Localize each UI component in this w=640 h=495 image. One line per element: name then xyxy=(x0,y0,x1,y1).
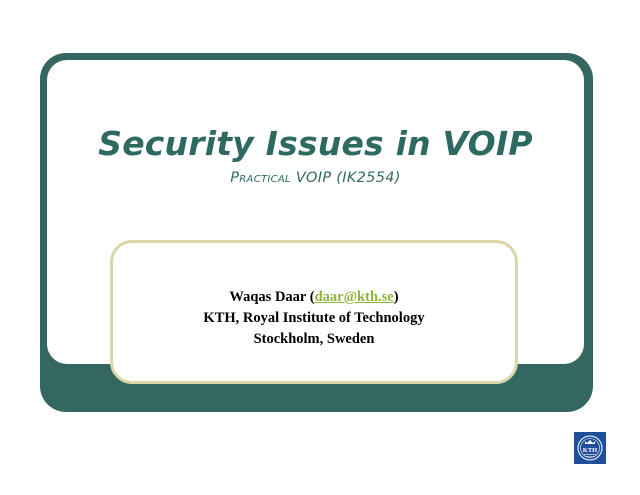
author-line xyxy=(113,287,515,308)
author-name-suffix: ) xyxy=(393,289,399,305)
author-name: Waqas Daar ( xyxy=(229,289,315,305)
slide-subtitle: Practical VOIP (IK2554) xyxy=(230,170,401,186)
slide-title: Security Issues in VOIP xyxy=(98,124,533,163)
author-location: Stockholm, Sweden xyxy=(253,331,375,347)
author-email-link[interactable]: daar@kth.se xyxy=(314,289,394,305)
logo-text: KTH xyxy=(582,447,598,454)
author-info xyxy=(113,287,515,350)
author-affiliation: KTH, Royal Institute of Technology xyxy=(203,310,425,326)
kth-crest-icon xyxy=(574,432,606,464)
